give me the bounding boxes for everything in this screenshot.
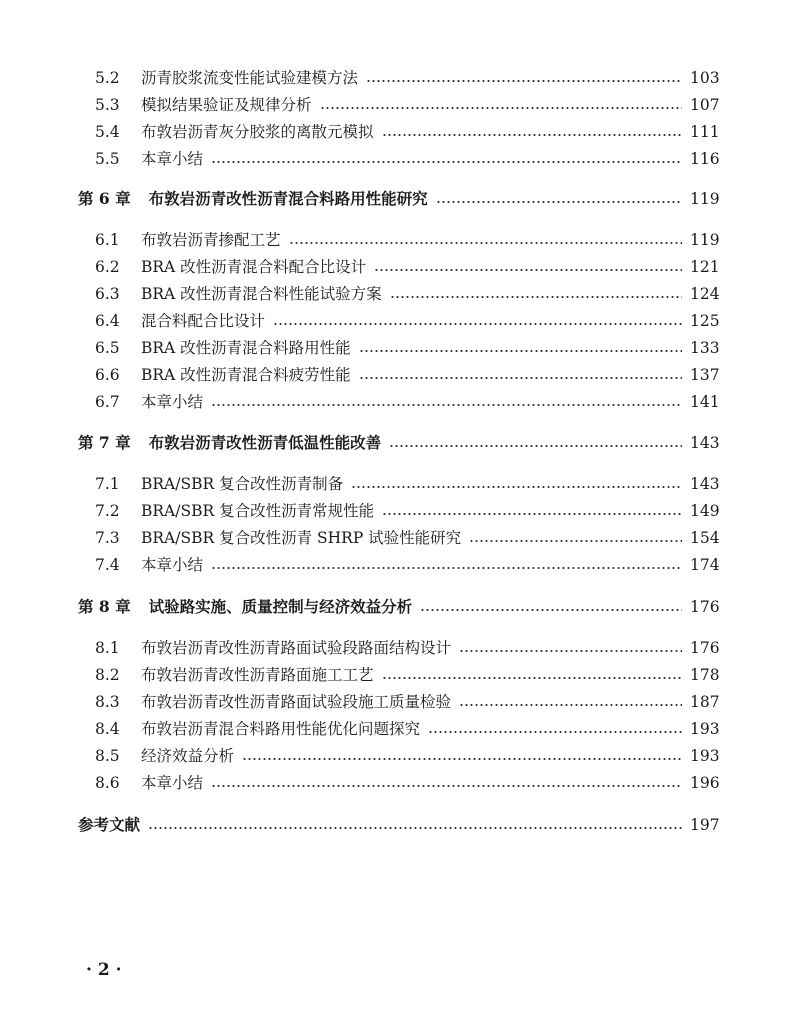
page-number-ref: 176: [690, 639, 720, 657]
toc-chapter-row: [0, 595, 790, 619]
section-title: 本章小结: [141, 150, 204, 168]
page-number-ref: 193: [690, 747, 720, 765]
dot-leader: [320, 107, 682, 109]
page-number-ref: 107: [690, 96, 720, 114]
toc-section-row: [0, 120, 790, 144]
dot-leader: [382, 513, 682, 515]
toc-section-row: [0, 690, 790, 714]
section-number: 8.1: [95, 639, 120, 657]
page-number-ref: 119: [690, 190, 720, 208]
section-title: 经济效益分析: [141, 747, 235, 765]
dot-leader: [382, 134, 682, 136]
toc-section-row: [0, 309, 790, 333]
section-title: 布敦岩沥青混合料路用性能优化问题探究: [141, 720, 421, 738]
section-number: 7.1: [95, 475, 120, 493]
section-number: 7.2: [95, 502, 120, 520]
chapter-title: 布敦岩沥青改性沥青混合料路用性能研究: [148, 189, 428, 208]
section-number: 7.4: [95, 556, 120, 574]
dot-leader: [428, 731, 682, 733]
dot-leader: [242, 758, 682, 760]
section-title: BRA/SBR 复合改性沥青制备: [141, 475, 344, 493]
page-number: · 2 ·: [86, 960, 122, 980]
dot-leader: [211, 785, 682, 787]
dot-leader: [366, 80, 682, 82]
toc-section-row: [0, 472, 790, 496]
section-number: 6.5: [95, 339, 120, 357]
section-title: 布敦岩沥青掺配工艺: [141, 231, 281, 249]
section-title: BRA 改性沥青混合料性能试验方案: [141, 285, 382, 303]
section-title: 本章小结: [141, 774, 204, 792]
page-number-ref: 193: [690, 720, 720, 738]
section-title: 模拟结果验证及规律分析: [141, 96, 312, 114]
dot-leader: [359, 377, 682, 379]
toc-section-row: [0, 553, 790, 577]
toc-section-row: [0, 363, 790, 387]
toc-section-row: [0, 771, 790, 795]
section-title: 本章小结: [141, 393, 204, 411]
section-title: BRA 改性沥青混合料疲劳性能: [141, 366, 351, 384]
toc-section-row: [0, 66, 790, 90]
toc-section-row: [0, 636, 790, 660]
dot-leader: [211, 161, 682, 163]
toc-section-row: [0, 228, 790, 252]
toc-section-row: [0, 744, 790, 768]
toc-section-row: [0, 336, 790, 360]
section-number: 8.6: [95, 774, 120, 792]
page-number-ref: 178: [690, 666, 720, 684]
page-number-ref: 121: [690, 258, 720, 276]
page-number-ref: 133: [690, 339, 720, 357]
page-number-ref: 141: [690, 393, 720, 411]
toc-section-row: [0, 255, 790, 279]
chapter-number: 第 6 章: [78, 189, 131, 208]
page-number-ref: 116: [690, 150, 720, 168]
section-title: BRA 改性沥青混合料配合比设计: [141, 258, 367, 276]
page-number-ref: 125: [690, 312, 720, 330]
toc-section-row: [0, 499, 790, 523]
section-title: 混合料配合比设计: [141, 312, 266, 330]
section-title: 本章小结: [141, 556, 204, 574]
page-number-ref: 143: [690, 434, 720, 452]
page-number-ref: 149: [690, 502, 720, 520]
section-number: 5.2: [95, 69, 120, 87]
toc-chapter-row: [0, 813, 790, 837]
section-number: 6.3: [95, 285, 120, 303]
section-title: 布敦岩沥青改性沥青路面试验段路面结构设计: [141, 639, 452, 657]
page-number-ref: 154: [690, 529, 720, 547]
page-number-ref: 143: [690, 475, 720, 493]
toc-section-row: [0, 93, 790, 117]
chapter-title: 试验路实施、质量控制与经济效益分析: [148, 597, 413, 616]
dot-leader: [359, 350, 682, 352]
chapter-number: 第 7 章: [78, 433, 131, 452]
toc-section-row: [0, 282, 790, 306]
section-number: 8.5: [95, 747, 120, 765]
chapter-title: 参考文献: [78, 815, 141, 834]
dot-leader: [273, 323, 682, 325]
toc-chapter-row: [0, 431, 790, 455]
chapter-title: 布敦岩沥青改性沥青低温性能改善: [148, 433, 382, 452]
toc-section-row: [0, 147, 790, 171]
section-number: 7.3: [95, 529, 120, 547]
chapter-number: 第 8 章: [78, 597, 131, 616]
section-title: BRA/SBR 复合改性沥青 SHRP 试验性能研究: [141, 529, 462, 547]
dot-leader: [289, 242, 682, 244]
page-number-ref: 196: [690, 774, 720, 792]
section-number: 6.2: [95, 258, 120, 276]
section-number: 8.2: [95, 666, 120, 684]
page-number-ref: 103: [690, 69, 720, 87]
page-number-ref: 174: [690, 556, 720, 574]
toc-chapter-row: [0, 187, 790, 211]
dot-leader: [459, 704, 682, 706]
dot-leader: [211, 404, 682, 406]
section-number: 6.6: [95, 366, 120, 384]
section-title: 沥青胶浆流变性能试验建模方法: [141, 69, 359, 87]
section-title: BRA 改性沥青混合料路用性能: [141, 339, 351, 357]
page-number-ref: 137: [690, 366, 720, 384]
page-number-ref: 187: [690, 693, 720, 711]
section-number: 5.5: [95, 150, 120, 168]
section-number: 5.3: [95, 96, 120, 114]
section-title: 布敦岩沥青改性沥青路面试验段施工质量检验: [141, 693, 452, 711]
section-title: 布敦岩沥青灰分胶浆的离散元模拟: [141, 123, 374, 141]
toc-section-row: [0, 526, 790, 550]
dot-leader: [211, 567, 682, 569]
page-number-ref: 119: [690, 231, 720, 249]
page-number-ref: 176: [690, 598, 720, 616]
section-number: 6.4: [95, 312, 120, 330]
dot-leader: [459, 650, 682, 652]
section-number: 8.3: [95, 693, 120, 711]
dot-leader: [469, 540, 682, 542]
dot-leader: [148, 827, 682, 829]
dot-leader: [436, 201, 682, 203]
section-number: 8.4: [95, 720, 120, 738]
page-number-ref: 124: [690, 285, 720, 303]
dot-leader: [389, 445, 682, 447]
dot-leader: [374, 269, 682, 271]
toc-section-row: [0, 663, 790, 687]
page-number-ref: 197: [690, 816, 720, 834]
page-number-ref: 111: [690, 123, 720, 141]
dot-leader: [351, 486, 682, 488]
dot-leader: [390, 296, 682, 298]
toc-section-row: [0, 717, 790, 741]
section-number: 5.4: [95, 123, 120, 141]
section-title: BRA/SBR 复合改性沥青常规性能: [141, 502, 375, 520]
section-title: 布敦岩沥青改性沥青路面施工工艺: [141, 666, 374, 684]
section-number: 6.7: [95, 393, 120, 411]
section-number: 6.1: [95, 231, 120, 249]
toc-section-row: [0, 390, 790, 414]
dot-leader: [420, 609, 682, 611]
dot-leader: [382, 677, 682, 679]
